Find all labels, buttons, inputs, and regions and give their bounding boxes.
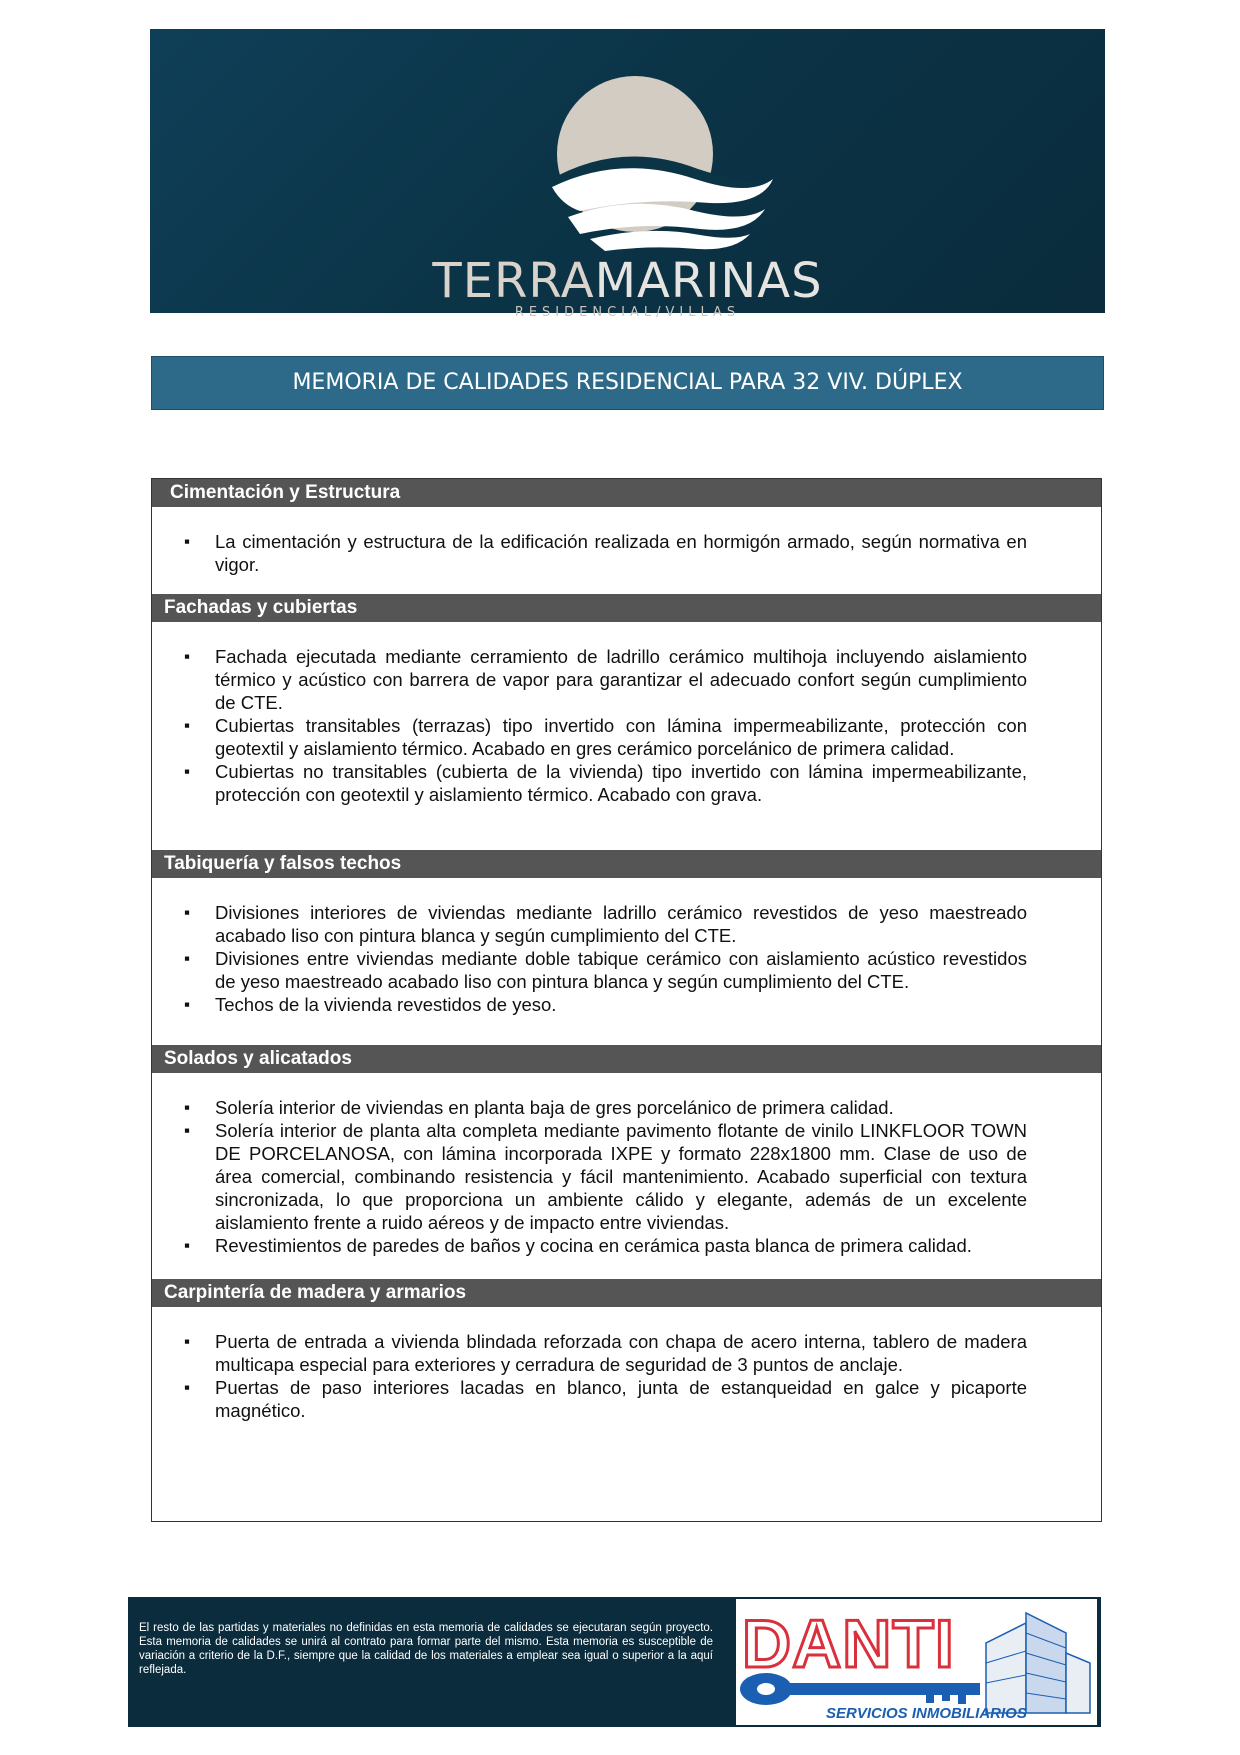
list-item: ▪ Techos de la vivienda revestidos de yeso. — [215, 993, 1027, 1016]
list-item: ▪ Puerta de entrada a vivienda blindada reforzada con chapa de acero interna, tablero de madera multicapa especial para exteriores y cerradura de seguridad de 3 puntos de anclaje. — [215, 1330, 1027, 1376]
section-heading: Cimentación y Estructura — [152, 479, 1101, 507]
header-banner — [150, 29, 1105, 320]
brand-subtitle: RESIDENCIAL/VILLAS — [514, 305, 741, 320]
section-list — [215, 645, 1027, 806]
list-item: ▪ Divisiones interiores de viviendas mediante ladrillo cerámico revestidos de yeso maestreado acabado liso con pintura blanca y según cumplimiento del CTE. — [215, 901, 1027, 947]
brand-name: TERRAMARINAS — [432, 253, 823, 309]
list-item: ▪ Cubiertas no transitables (cubierta de la vivienda) tipo invertido con lámina impermeabilizante, protección con geotextil y aislamiento térmico. Acabado con grava. — [215, 760, 1027, 806]
sun-waves-logo-icon — [150, 29, 1105, 259]
company-subtitle: SERVICIOS INMOBILIARIOS — [826, 1705, 1027, 1722]
list-item: ▪ Puertas de paso interiores lacadas en blanco, junta de estanqueidad en galce y picaporte magnético. — [215, 1376, 1027, 1422]
company-logo — [736, 1599, 1097, 1725]
list-item: ▪ Fachada ejecutada mediante cerramiento de ladrillo cerámico multihoja incluyendo aislamiento térmico y acústico con barrera de vapor para garantizar el adecuado confort según cumplimiento de CTE. — [215, 645, 1027, 714]
section-list — [215, 1330, 1027, 1422]
list-item: ▪ Solería interior de viviendas en planta baja de gres porcelánico de primera calidad. — [215, 1096, 1027, 1119]
list-item: ▪ Revestimientos de paredes de baños y cocina en cerámica pasta blanca de primera calidad. — [215, 1234, 1027, 1257]
list-item: ▪ Solería interior de planta alta completa mediante pavimento flotante de vinilo LINKFLOOR TOWN DE PORCELANOSA, con lámina incorporada IXPE y formato 228x1800 mm. Clase de uso de área comercial, combinando resistencia y fácil mantenimiento. Acabado superficial con textura sincronizada, lo que proporciona un ambiente cálido y elegante, además de un excelente aislamiento frente a ruido aéreos y de impacto entre viviendas. — [215, 1119, 1027, 1234]
page-title: MEMORIA DE CALIDADES RESIDENCIAL PARA 32 VIV. DÚPLEX — [151, 356, 1104, 410]
section-heading: Fachadas y cubiertas — [152, 594, 1101, 622]
section-list — [215, 901, 1027, 1016]
specification-box — [151, 478, 1102, 1522]
footer-disclaimer: El resto de las partidas y materiales no definidas en esta memoria de calidades se ejecutaran según proyecto. Esta memoria de calidades se unirá al contrato para formar parte del mismo. Esta memoria es susceptible de variación a criterio de la D.F., siempre que la calidad de los materiales a emplear sea igual o superior a la aquí reflejada. — [139, 1622, 713, 1676]
section-heading: Carpintería de madera y armarios — [152, 1279, 1101, 1307]
list-item: ▪ Cubiertas transitables (terrazas) tipo invertido con lámina impermeabilizante, protección con geotextil y aislamiento térmico. Acabado en gres cerámico porcelánico de primera calidad. — [215, 714, 1027, 760]
list-item: ▪ Divisiones entre viviendas mediante doble tabique cerámico con aislamiento acústico revestidos de yeso maestreado acabado liso con pintura blanca y según cumplimiento del CTE. — [215, 947, 1027, 993]
section-list — [215, 530, 1027, 576]
section-list — [215, 1096, 1027, 1257]
list-item: ▪ La cimentación y estructura de la edificación realizada en hormigón armado, según normativa en vigor. — [215, 530, 1027, 576]
section-heading: Tabiquería y falsos techos — [152, 850, 1101, 878]
footer — [128, 1597, 1101, 1727]
section-heading: Solados y alicatados — [152, 1045, 1101, 1073]
company-logo-word: DANTI — [742, 1606, 955, 1682]
